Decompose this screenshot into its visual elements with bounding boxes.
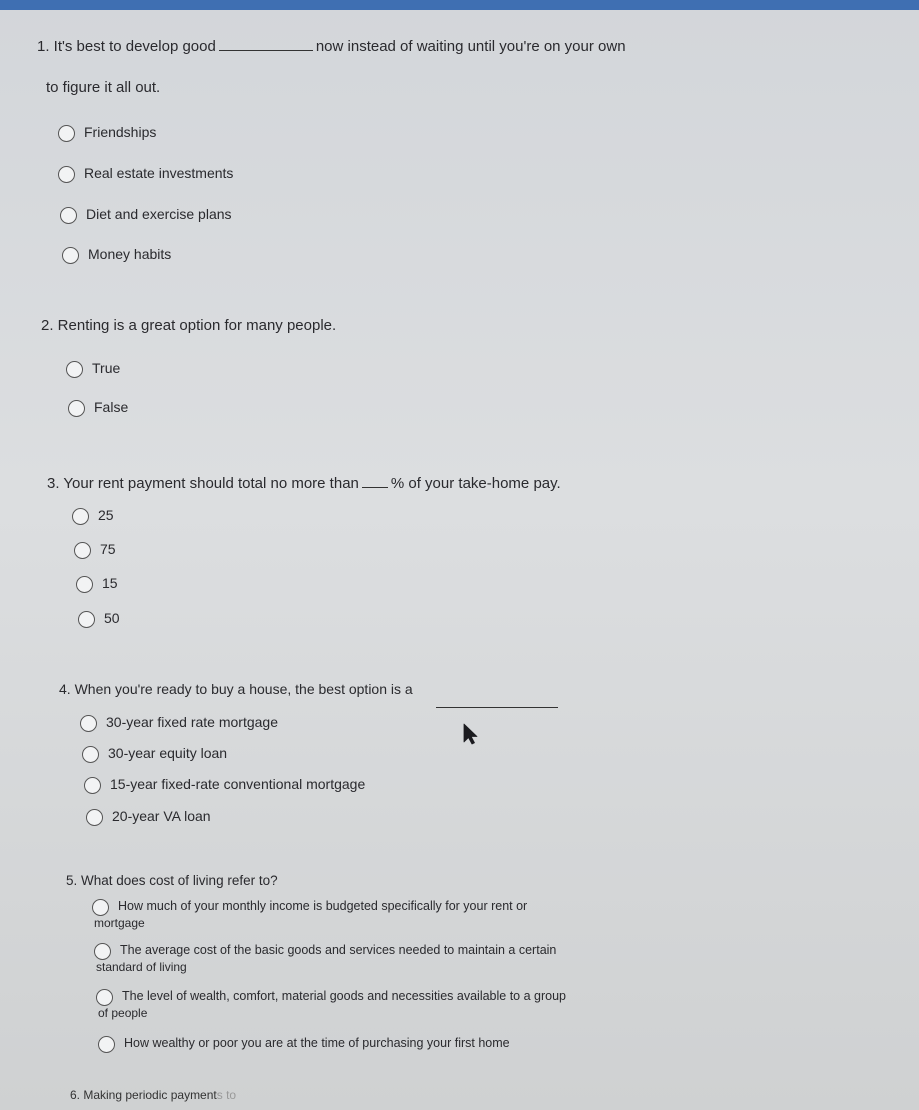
question-4-blank — [436, 707, 558, 708]
radio-button[interactable] — [92, 899, 109, 916]
q5-option-3[interactable]: The level of wealth, comfort, material goods and necessities available to a group of people — [98, 989, 566, 1020]
q1-option-4[interactable]: Money habits — [62, 246, 171, 264]
q5-option-4[interactable]: How wealthy or poor you are at the time of purchasing your first home — [98, 1035, 510, 1053]
radio-button[interactable] — [98, 1036, 115, 1053]
q2-option-true[interactable]: True — [66, 360, 120, 378]
q4-option-4[interactable]: 20-year VA loan — [86, 808, 211, 826]
q5-option-2[interactable]: The average cost of the basic goods and services needed to maintain a certain standard of living — [96, 943, 557, 974]
q3-option-2[interactable]: 75 — [74, 541, 116, 559]
q4-option-1[interactable]: 30-year fixed rate mortgage — [80, 714, 278, 732]
q3-option-3[interactable]: 15 — [76, 575, 118, 593]
question-6-text: 6. Making periodic payments to — [70, 1088, 237, 1102]
q1-option-3[interactable]: Diet and exercise plans — [60, 206, 232, 224]
radio-button[interactable] — [78, 611, 95, 628]
question-5-text: 5. What does cost of living refer to? — [66, 873, 278, 888]
question-2-text: 2. Renting is a great option for many people. — [41, 317, 337, 334]
radio-button[interactable] — [74, 542, 91, 559]
q1-option-2[interactable]: Real estate investments — [58, 165, 233, 183]
q1-option-1[interactable]: Friendships — [58, 124, 156, 142]
radio-button[interactable] — [58, 125, 75, 142]
radio-button[interactable] — [62, 247, 79, 264]
question-1-text-line2: to figure it all out. — [46, 79, 161, 96]
radio-button[interactable] — [68, 400, 85, 417]
q3-option-4[interactable]: 50 — [78, 610, 120, 628]
question-4-text: 4. When you're ready to buy a house, the best option is a — [59, 681, 413, 697]
radio-button[interactable] — [86, 809, 103, 826]
q4-option-3[interactable]: 15-year fixed-rate conventional mortgage — [84, 776, 365, 794]
question-1-text: 1. It's best to develop good now instead of waiting until you're on your own — [37, 38, 626, 55]
radio-button[interactable] — [82, 746, 99, 763]
question-1-blank — [219, 36, 313, 51]
q5-option-1[interactable]: How much of your monthly income is budgeted specifically for your rent or mortgage — [94, 899, 528, 930]
radio-button[interactable] — [60, 207, 77, 224]
radio-button[interactable] — [96, 989, 113, 1006]
q3-option-1[interactable]: 25 — [72, 507, 114, 525]
radio-button[interactable] — [76, 576, 93, 593]
radio-button[interactable] — [58, 166, 75, 183]
q4-option-2[interactable]: 30-year equity loan — [82, 745, 227, 763]
radio-button[interactable] — [94, 943, 111, 960]
question-3-text: 3. Your rent payment should total no more than % of your take-home pay. — [47, 475, 561, 492]
radio-button[interactable] — [80, 715, 97, 732]
radio-button[interactable] — [84, 777, 101, 794]
question-3-blank — [362, 473, 388, 488]
mouse-pointer-icon — [462, 722, 482, 746]
q2-option-false[interactable]: False — [68, 399, 128, 417]
radio-button[interactable] — [66, 361, 83, 378]
radio-button[interactable] — [72, 508, 89, 525]
